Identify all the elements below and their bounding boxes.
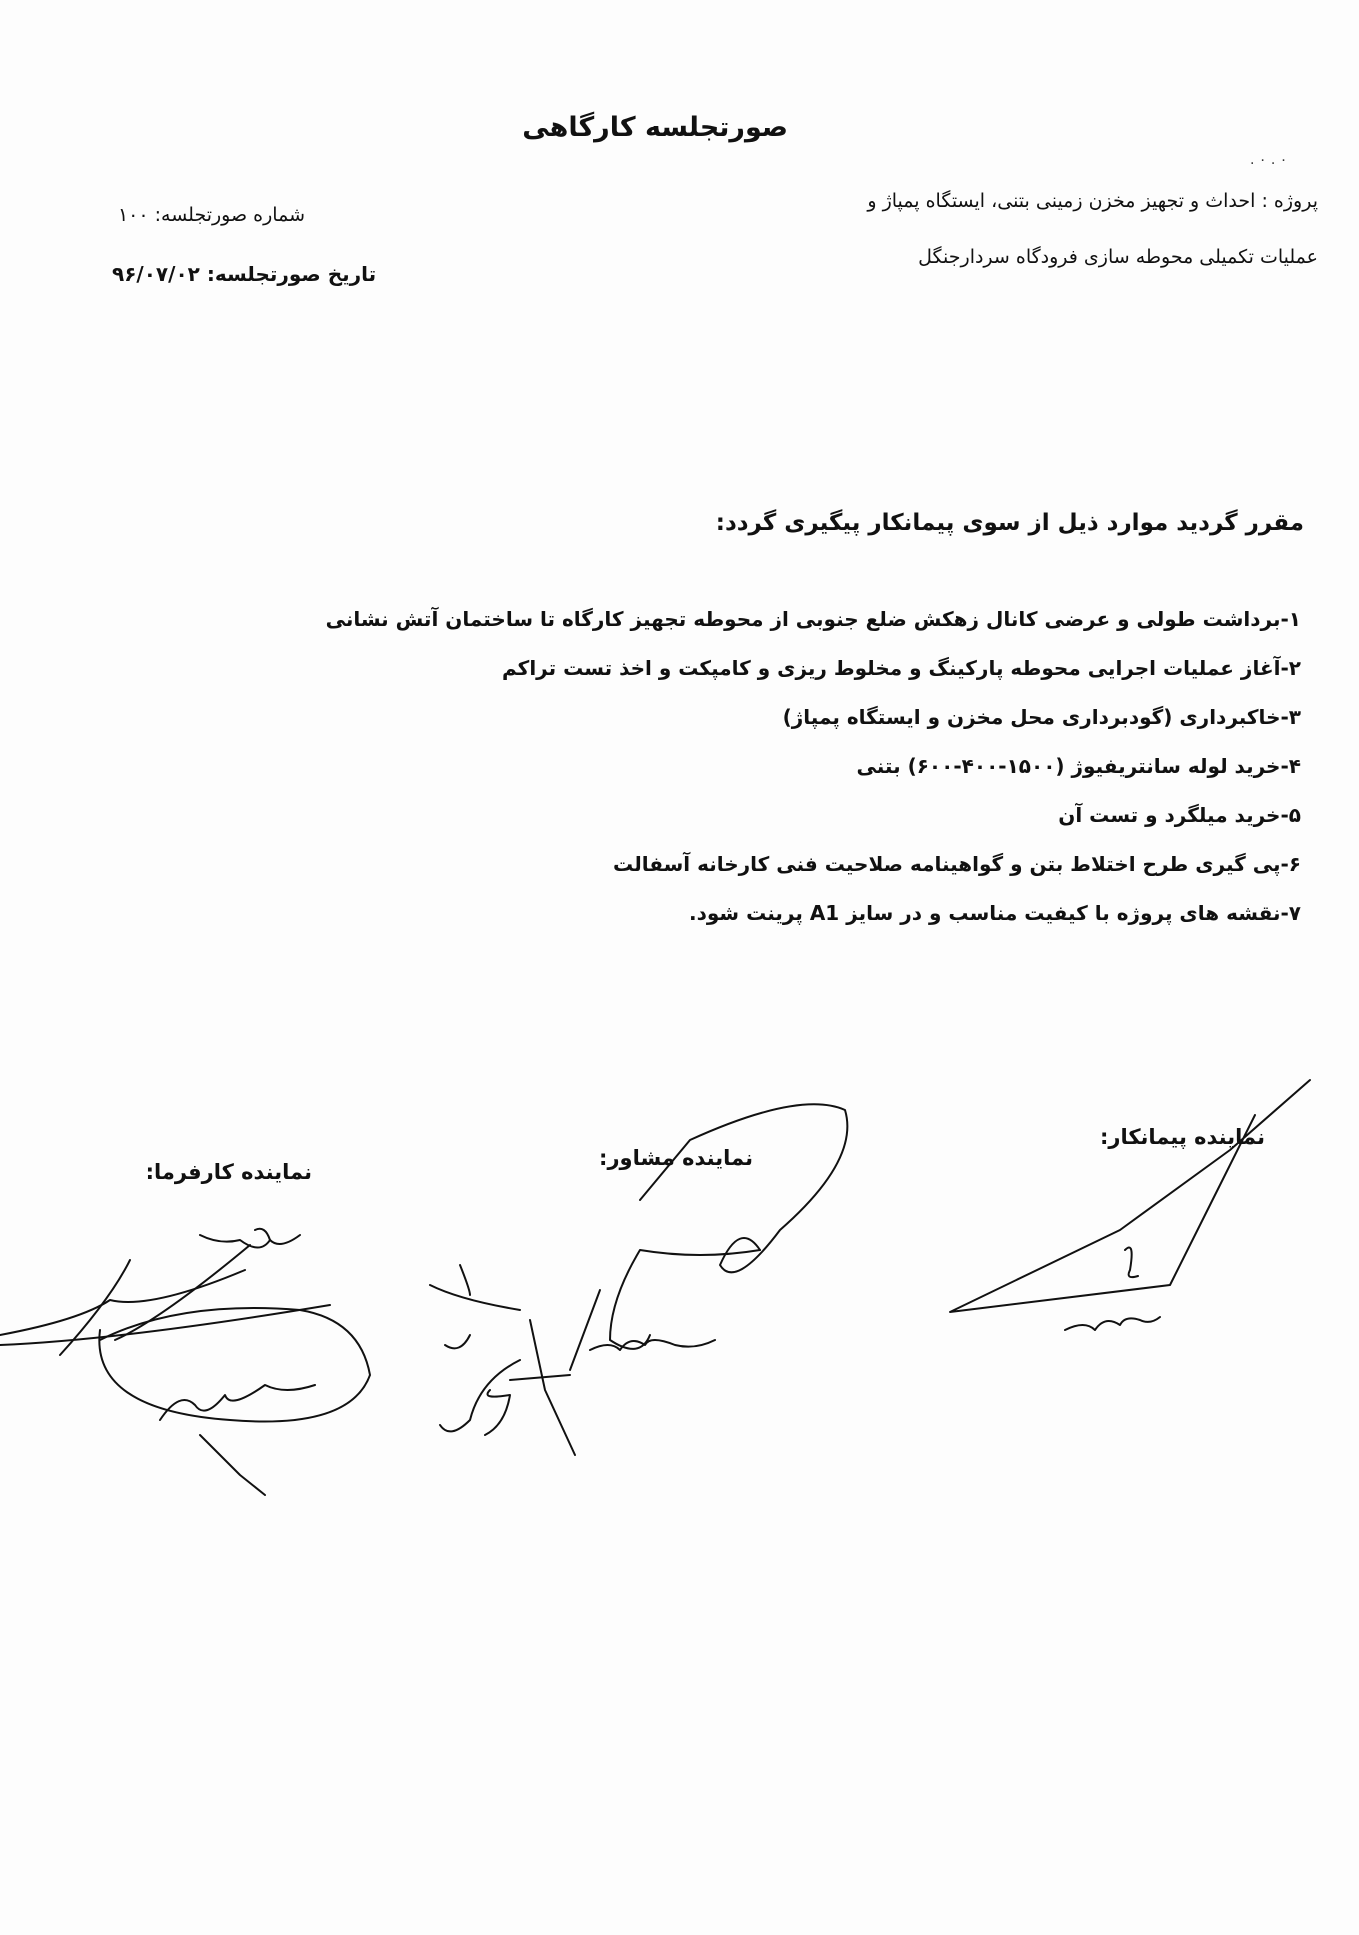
action-item: ۵-خرید میلگرد و تست آن (1058, 803, 1301, 827)
document-title: صورتجلسه کارگاهی (522, 112, 788, 143)
project-description-line2: عملیات تکمیلی محوطه سازی فرودگاه سردارجنگل (918, 246, 1318, 268)
contractor-signature (950, 1080, 1310, 1330)
corner-mark: . ۰ . ۰ (1250, 152, 1288, 168)
action-item: ۶-پی گیری طرح اختلاط بتن و گواهینامه صلاحیت فنی کارخانه آسفالت (613, 852, 1301, 876)
project-description-line1: پروژه : احداث و تجهیز مخزن زمینی بتنی، ایستگاه پمپاژ و (867, 190, 1318, 212)
employer-signature (0, 1229, 370, 1495)
action-item: ۳-خاکبرداری (گودبرداری محل مخزن و ایستگاه پمپاژ) (782, 705, 1301, 729)
action-item: ۲-آغاز عملیات اجرایی محوطه پارکینگ و مخلوط ریزی و کامپکت و اخذ تست تراکم (502, 656, 1301, 680)
action-item: ۴-خرید لوله سانتریفیوژ (۱۵۰۰-۴۰۰-۶۰۰) بتنی (856, 754, 1301, 778)
resolution-intro: مقرر گردید موارد ذیل از سوی پیمانکار پیگیری گردد: (715, 510, 1304, 536)
meeting-number: ۱۰۰ :شماره صورتجلسه (117, 204, 305, 226)
meeting-date: ۹۶/۰۷/۰۲ :تاریخ صورتجلسه (112, 262, 377, 286)
consultant-representative-label: نماینده مشاور: (599, 1146, 753, 1170)
employer-representative-label: نماینده کارفرما: (145, 1160, 312, 1184)
contractor-representative-label: نماینده پیمانکار: (1099, 1125, 1265, 1149)
action-item: ۷-نقشه های پروژه با کیفیت مناسب و در سایز A1 پرینت شود. (689, 901, 1301, 925)
action-item: ۱-برداشت طولی و عرضی کانال زهکش ضلع جنوبی از محوطه تجهیز کارگاه تا ساختمان آتش نشانی (325, 607, 1301, 631)
action-items-list (261, 606, 1301, 949)
